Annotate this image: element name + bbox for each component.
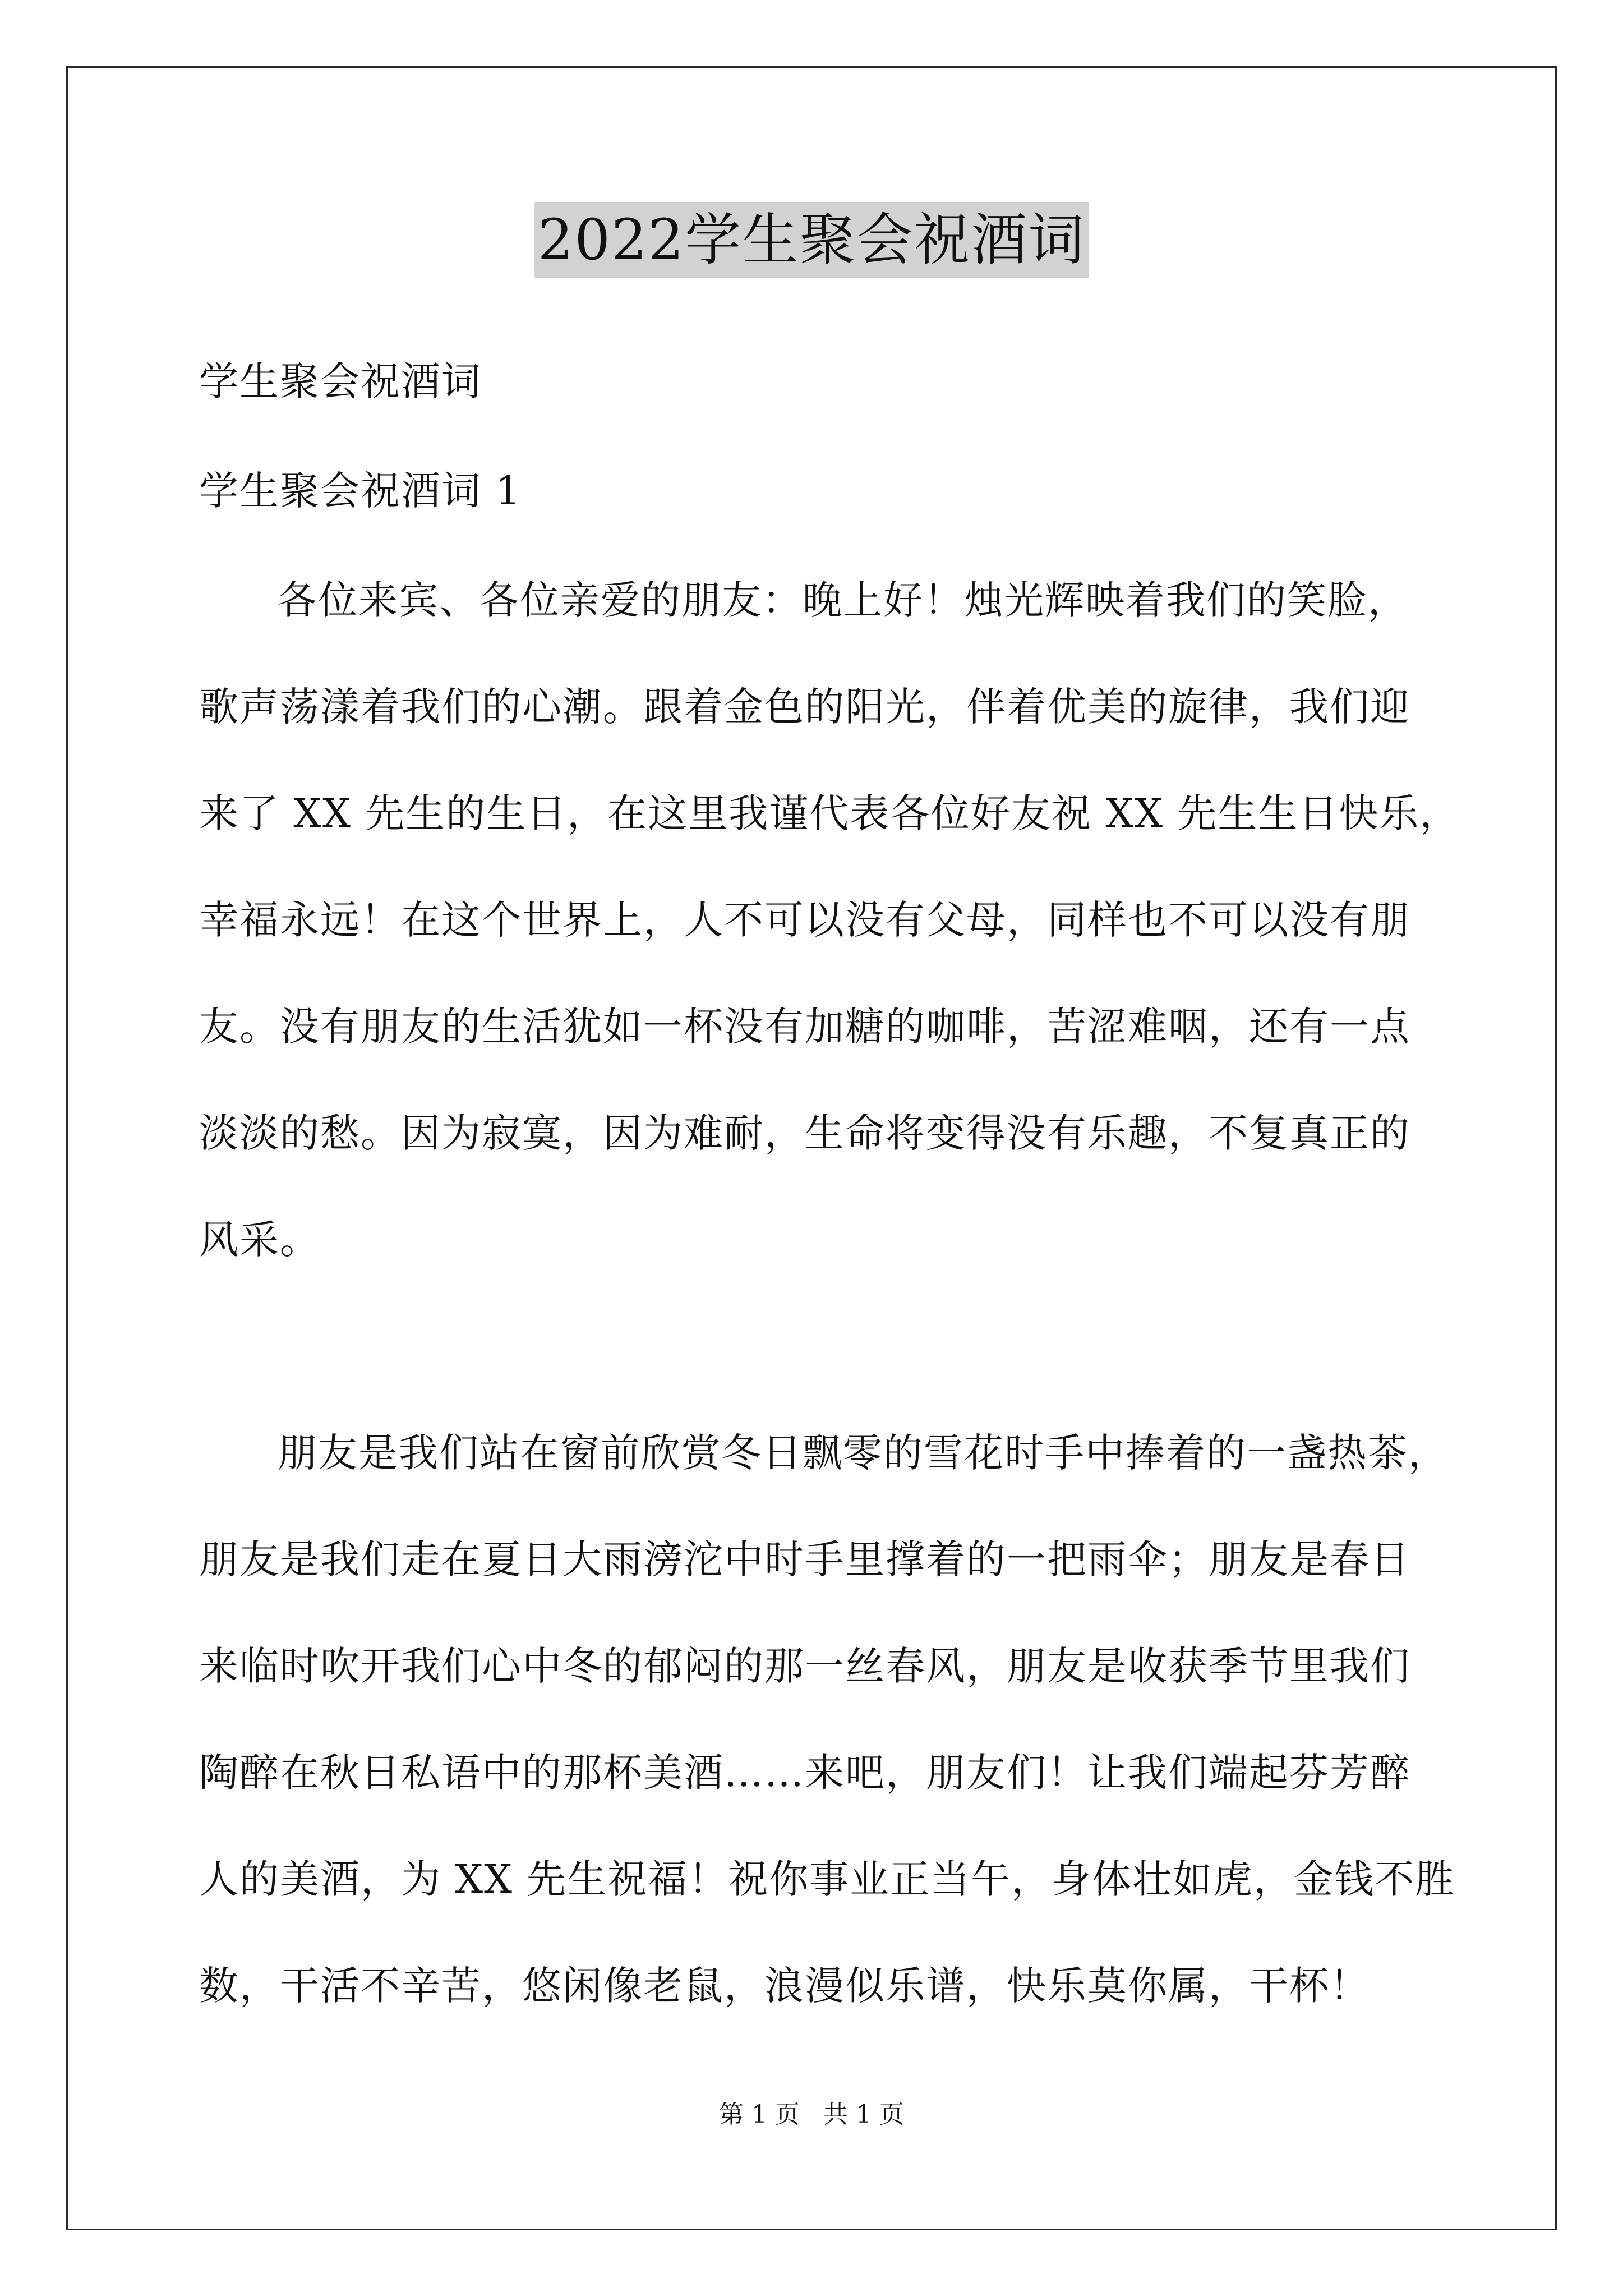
subheading: 学生聚会祝酒词 1: [199, 468, 522, 514]
paragraph-2-line-6: 数，干活不辛苦，悠闲像老鼠，浪漫似乐谱，快乐莫你属，干杯！: [199, 1963, 1370, 2009]
paragraph-1-line-5: 友。没有朋友的生活犹如一杯没有加糖的咖啡，苦涩难咽，还有一点: [199, 1004, 1410, 1050]
document-title: 2022学生聚会祝酒词: [534, 202, 1089, 278]
paragraph-1-line-1: 各位来宾、各位亲爱的朋友：晚上好！烛光辉映着我们的笑脸，: [278, 577, 1408, 623]
paragraph-2-line-2: 朋友是我们走在夏日大雨滂沱中时手里撑着的一把雨伞；朋友是春日: [199, 1536, 1410, 1582]
paragraph-1-line-7: 风采。: [199, 1217, 320, 1263]
paragraph-1-line-3: 来了 XX 先生的生日，在这里我谨代表各位好友祝 XX 先生生日快乐，: [199, 790, 1460, 836]
paragraph-1-line-2: 歌声荡漾着我们的心潮。跟着金色的阳光，伴着优美的旋律，我们迎: [199, 684, 1410, 730]
paragraph-2-line-3: 来临时吹开我们心中冬的郁闷的那一丝春风，朋友是收获季节里我们: [199, 1643, 1410, 1689]
title-wrap: [0, 202, 1623, 278]
paragraph-2-line-1: 朋友是我们站在窗前欣赏冬日飘零的雪花时手中捧着的一盏热茶，: [278, 1430, 1449, 1476]
paragraph-1-line-4: 幸福永远！在这个世界上，人不可以没有父母，同样也不可以没有朋: [199, 897, 1410, 943]
page-footer: 第 1 页 共 1 页: [719, 2100, 904, 2129]
paragraph-2-line-4: 陶醉在秋日私语中的那杯美酒……来吧，朋友们！让我们端起芬芳醉: [199, 1750, 1410, 1796]
heading: 学生聚会祝酒词: [199, 358, 482, 404]
paragraph-1-line-6: 淡淡的愁。因为寂寞，因为难耐，生命将变得没有乐趣，不复真正的: [199, 1110, 1410, 1156]
paragraph-2-line-5: 人的美酒，为 XX 先生祝福！祝你事业正当午，身体壮如虎，金钱不胜: [199, 1856, 1456, 1902]
